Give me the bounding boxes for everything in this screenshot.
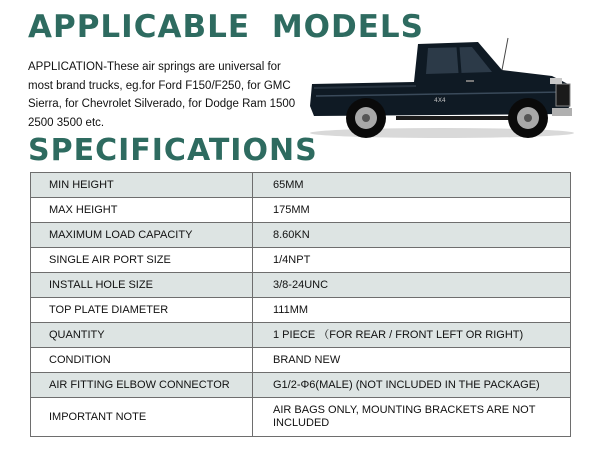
spec-value: 111MM (253, 298, 571, 323)
spec-row (31, 273, 571, 298)
spec-row (31, 173, 571, 198)
spec-label: CONDITION (31, 348, 253, 373)
spec-row (31, 323, 571, 348)
spec-value: 175MM (253, 198, 571, 223)
spec-value: G1/2-Φ6(MALE) (NOT INCLUDED IN THE PACKAGE) (253, 373, 571, 398)
spec-row (31, 198, 571, 223)
spec-value: 65MM (253, 173, 571, 198)
spec-value: 3/8-24UNC (253, 273, 571, 298)
spec-label: QUANTITY (31, 323, 253, 348)
spec-label: AIR FITTING ELBOW CONNECTOR (31, 373, 253, 398)
spec-row (31, 373, 571, 398)
truck-badge: 4X4 (434, 97, 446, 104)
spec-label: MAX HEIGHT (31, 198, 253, 223)
spec-value: 1/4NPT (253, 248, 571, 273)
spec-label: MIN HEIGHT (31, 173, 253, 198)
spec-row (31, 223, 571, 248)
applicable-models-heading: APPLICABLE MODELS (28, 9, 425, 45)
specifications-heading: SPECIFICATIONS (28, 133, 318, 168)
spec-value: 8.60KN (253, 223, 571, 248)
pickup-truck-image (306, 36, 578, 142)
application-description: APPLICATION-These air springs are universal for most brand trucks, eg.for Ford F150/F250, for GMC Sierra, for Chevrolet Silverado, for Dodge Ram 1500 2500 3500 etc. (28, 61, 296, 129)
spec-value: 1 PIECE （FOR REAR / FRONT LEFT OR RIGHT) (253, 323, 571, 348)
spec-label: SINGLE AIR PORT SIZE (31, 248, 253, 273)
spec-label: MAXIMUM LOAD CAPACITY (31, 223, 253, 248)
spec-value: AIR BAGS ONLY, MOUNTING BRACKETS ARE NOT INCLUDED (253, 398, 571, 437)
spec-row (31, 348, 571, 373)
specifications-table (30, 172, 571, 437)
spec-label: TOP PLATE DIAMETER (31, 298, 253, 323)
spec-row (31, 298, 571, 323)
spec-value: BRAND NEW (253, 348, 571, 373)
spec-label: IMPORTANT NOTE (31, 398, 253, 437)
spec-label: INSTALL HOLE SIZE (31, 273, 253, 298)
spec-row (31, 398, 571, 437)
spec-row (31, 248, 571, 273)
